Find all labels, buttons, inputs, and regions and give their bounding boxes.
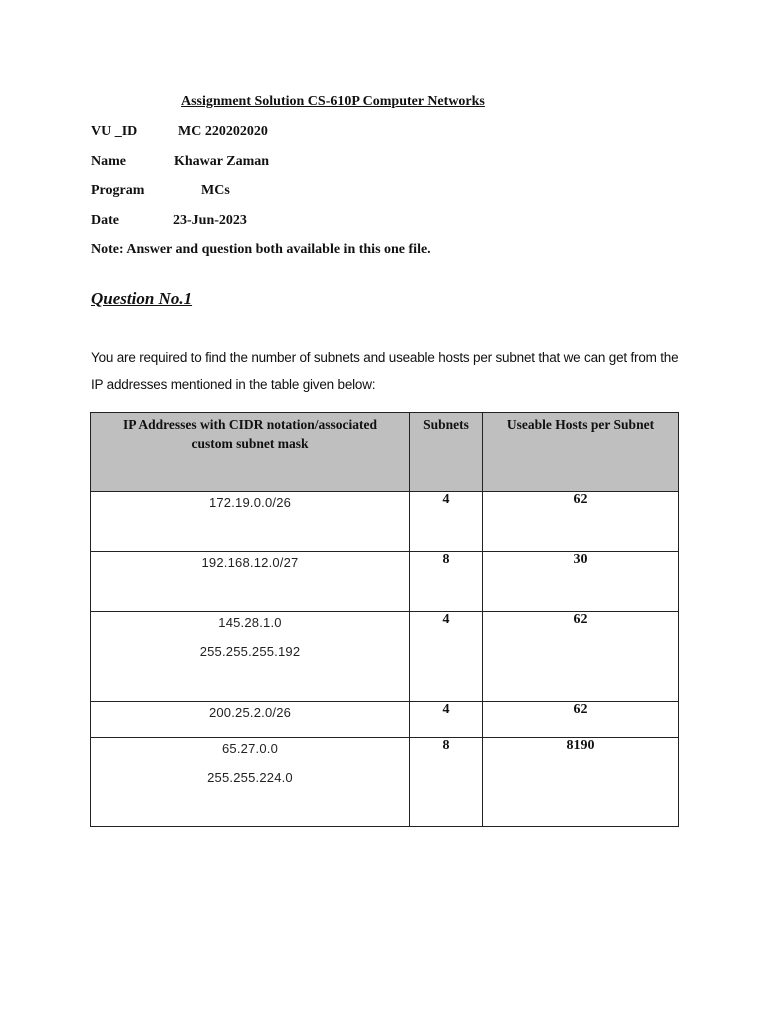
subnet-mask: 255.255.255.192: [199, 644, 301, 659]
subnets-cell: 4: [410, 492, 483, 552]
ip-address: 192.168.12.0/27: [201, 555, 299, 570]
subnet-mask: 255.255.224.0: [207, 770, 293, 785]
note-text: Note: Answer and question both available in this one file.: [91, 242, 431, 257]
table-row: [91, 702, 679, 738]
table-row: [91, 552, 679, 612]
ip-address: 172.19.0.0/26: [208, 495, 292, 510]
subnets-cell: 4: [410, 612, 483, 702]
hosts-cell: 62: [483, 492, 679, 552]
date-label: Date: [91, 213, 119, 228]
subnet-table: [90, 412, 679, 827]
vu-id-value: MC 220202020: [178, 124, 268, 139]
ip-address: 65.27.0.0: [221, 741, 278, 756]
ip-address: 145.28.1.0: [218, 615, 282, 630]
column-header-hosts: Useable Hosts per Subnet: [483, 413, 679, 492]
date-value: 23-Jun-2023: [173, 213, 247, 228]
document-title: Assignment Solution CS-610P Computer Networks: [181, 94, 485, 109]
ip-cell: [91, 702, 410, 738]
hosts-cell: 62: [483, 702, 679, 738]
hosts-cell: 8190: [483, 738, 679, 827]
program-label: Program: [91, 183, 145, 198]
hosts-cell: 62: [483, 612, 679, 702]
ip-cell: [91, 492, 410, 552]
ip-cell: [91, 552, 410, 612]
table-header-row: [91, 413, 679, 492]
subnets-cell: 8: [410, 552, 483, 612]
column-header-ip: IP Addresses with CIDR notation/associated custom subnet mask: [91, 413, 410, 492]
vu-id-label: VU _ID: [91, 124, 138, 139]
ip-address: 200.25.2.0/26: [208, 705, 292, 720]
column-header-subnets: Subnets: [410, 413, 483, 492]
hosts-cell: 30: [483, 552, 679, 612]
subnets-cell: 4: [410, 702, 483, 738]
table-row: [91, 612, 679, 702]
subnets-cell: 8: [410, 738, 483, 827]
question-text: You are required to find the number of subnets and useable hosts per subnet that we can get from the IP addresses mentioned in the table given below:: [91, 350, 679, 392]
table-row: [91, 492, 679, 552]
table-row: [91, 738, 679, 827]
ip-cell: [91, 738, 410, 827]
name-value: Khawar Zaman: [174, 154, 270, 169]
question-heading: Question No.1: [91, 289, 193, 308]
program-value: MCs: [201, 183, 230, 198]
name-label: Name: [91, 154, 126, 169]
ip-cell: [91, 612, 410, 702]
